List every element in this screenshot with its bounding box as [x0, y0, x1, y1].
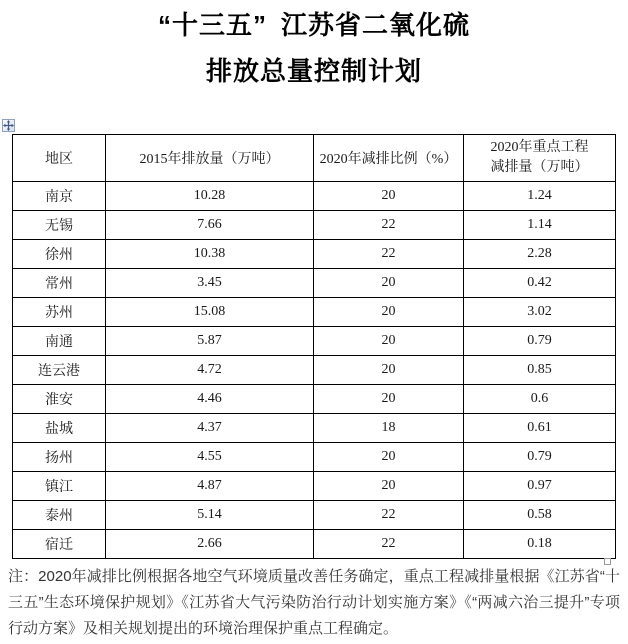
emission-cell: 5.87 [106, 327, 314, 356]
table-row [13, 327, 616, 356]
region-cell: 徐州 [13, 240, 106, 269]
key-project-cell: 0.58 [464, 501, 616, 530]
region-cell: 宿迁 [13, 530, 106, 559]
region-cell: 南通 [13, 327, 106, 356]
emission-cell: 4.87 [106, 472, 314, 501]
region-cell: 苏州 [13, 298, 106, 327]
key-project-cell: 0.61 [464, 414, 616, 443]
reduction-cell: 20 [314, 298, 464, 327]
table-row [13, 385, 616, 414]
reduction-cell: 20 [314, 472, 464, 501]
key-project-cell: 1.24 [464, 182, 616, 211]
page-title-line-2: 排放总量控制计划 [205, 56, 422, 86]
table-row [13, 501, 616, 530]
table-row [13, 240, 616, 269]
footnote: 注：2020年减排比例根据各地空气环境质量改善任务确定，重点工程减排量根据《江苏省“十三五”生态环境保护规划》《江苏省大气污染防治行动计划实施方案》《“两减六治三提升”专项行动方案》及相关规划提出的环境治理保护重点工程确定。 [8, 568, 620, 637]
region-cell: 盐城 [13, 414, 106, 443]
reduction-cell: 20 [314, 385, 464, 414]
emission-cell: 10.38 [106, 240, 314, 269]
reduction-cell: 22 [314, 211, 464, 240]
emission-cell: 10.28 [106, 182, 314, 211]
reduction-cell: 22 [314, 240, 464, 269]
region-cell: 泰州 [13, 501, 106, 530]
emission-cell: 4.55 [106, 443, 314, 472]
key-project-cell: 1.14 [464, 211, 616, 240]
page-title-line-1: “十三五” 江苏省二氧化硫 [157, 10, 470, 40]
reduction-cell: 18 [314, 414, 464, 443]
reduction-cell: 20 [314, 327, 464, 356]
region-cell: 连云港 [13, 356, 106, 385]
header-emission-2015: 2015年排放量（万吨） [106, 135, 314, 182]
emission-cell: 3.45 [106, 269, 314, 298]
region-cell: 淮安 [13, 385, 106, 414]
key-project-cell: 0.42 [464, 269, 616, 298]
region-cell: 南京 [13, 182, 106, 211]
table-row [13, 211, 616, 240]
table-row [13, 414, 616, 443]
emission-cell: 4.37 [106, 414, 314, 443]
region-cell: 无锡 [13, 211, 106, 240]
reduction-cell: 20 [314, 269, 464, 298]
reduction-cell: 20 [314, 356, 464, 385]
table-move-handle[interactable] [2, 119, 15, 132]
header-region: 地区 [13, 135, 106, 182]
reduction-cell: 22 [314, 501, 464, 530]
key-project-cell: 0.18 [464, 530, 616, 559]
move-cross-icon [3, 120, 14, 131]
key-project-cell: 2.28 [464, 240, 616, 269]
reduction-cell: 20 [314, 443, 464, 472]
table-row [13, 182, 616, 211]
header-key-project-line-1: 2020年重点工程 [490, 140, 589, 155]
emission-cell: 5.14 [106, 501, 314, 530]
key-project-cell: 0.79 [464, 443, 616, 472]
key-project-cell: 0.6 [464, 385, 616, 414]
key-project-cell: 0.85 [464, 356, 616, 385]
region-cell: 扬州 [13, 443, 106, 472]
table-row [13, 298, 616, 327]
region-cell: 常州 [13, 269, 106, 298]
header-key-project [464, 135, 616, 182]
table-row [13, 472, 616, 501]
key-project-cell: 0.79 [464, 327, 616, 356]
table-row [13, 269, 616, 298]
key-project-cell: 0.97 [464, 472, 616, 501]
emission-cell: 4.46 [106, 385, 314, 414]
table-row [13, 443, 616, 472]
header-reduction-2020: 2020年减排比例（%） [314, 135, 464, 182]
emission-cell: 4.72 [106, 356, 314, 385]
region-cell: 镇江 [13, 472, 106, 501]
reduction-cell: 22 [314, 530, 464, 559]
emission-table [12, 134, 616, 559]
table-header-row [13, 135, 616, 182]
emission-cell: 2.66 [106, 530, 314, 559]
page-title [0, 2, 628, 94]
table-row [13, 356, 616, 385]
emission-cell: 7.66 [106, 211, 314, 240]
table-row [13, 530, 616, 559]
key-project-cell: 3.02 [464, 298, 616, 327]
emission-cell: 15.08 [106, 298, 314, 327]
header-key-project-line-2: 减排量（万吨） [490, 160, 589, 175]
reduction-cell: 20 [314, 182, 464, 211]
